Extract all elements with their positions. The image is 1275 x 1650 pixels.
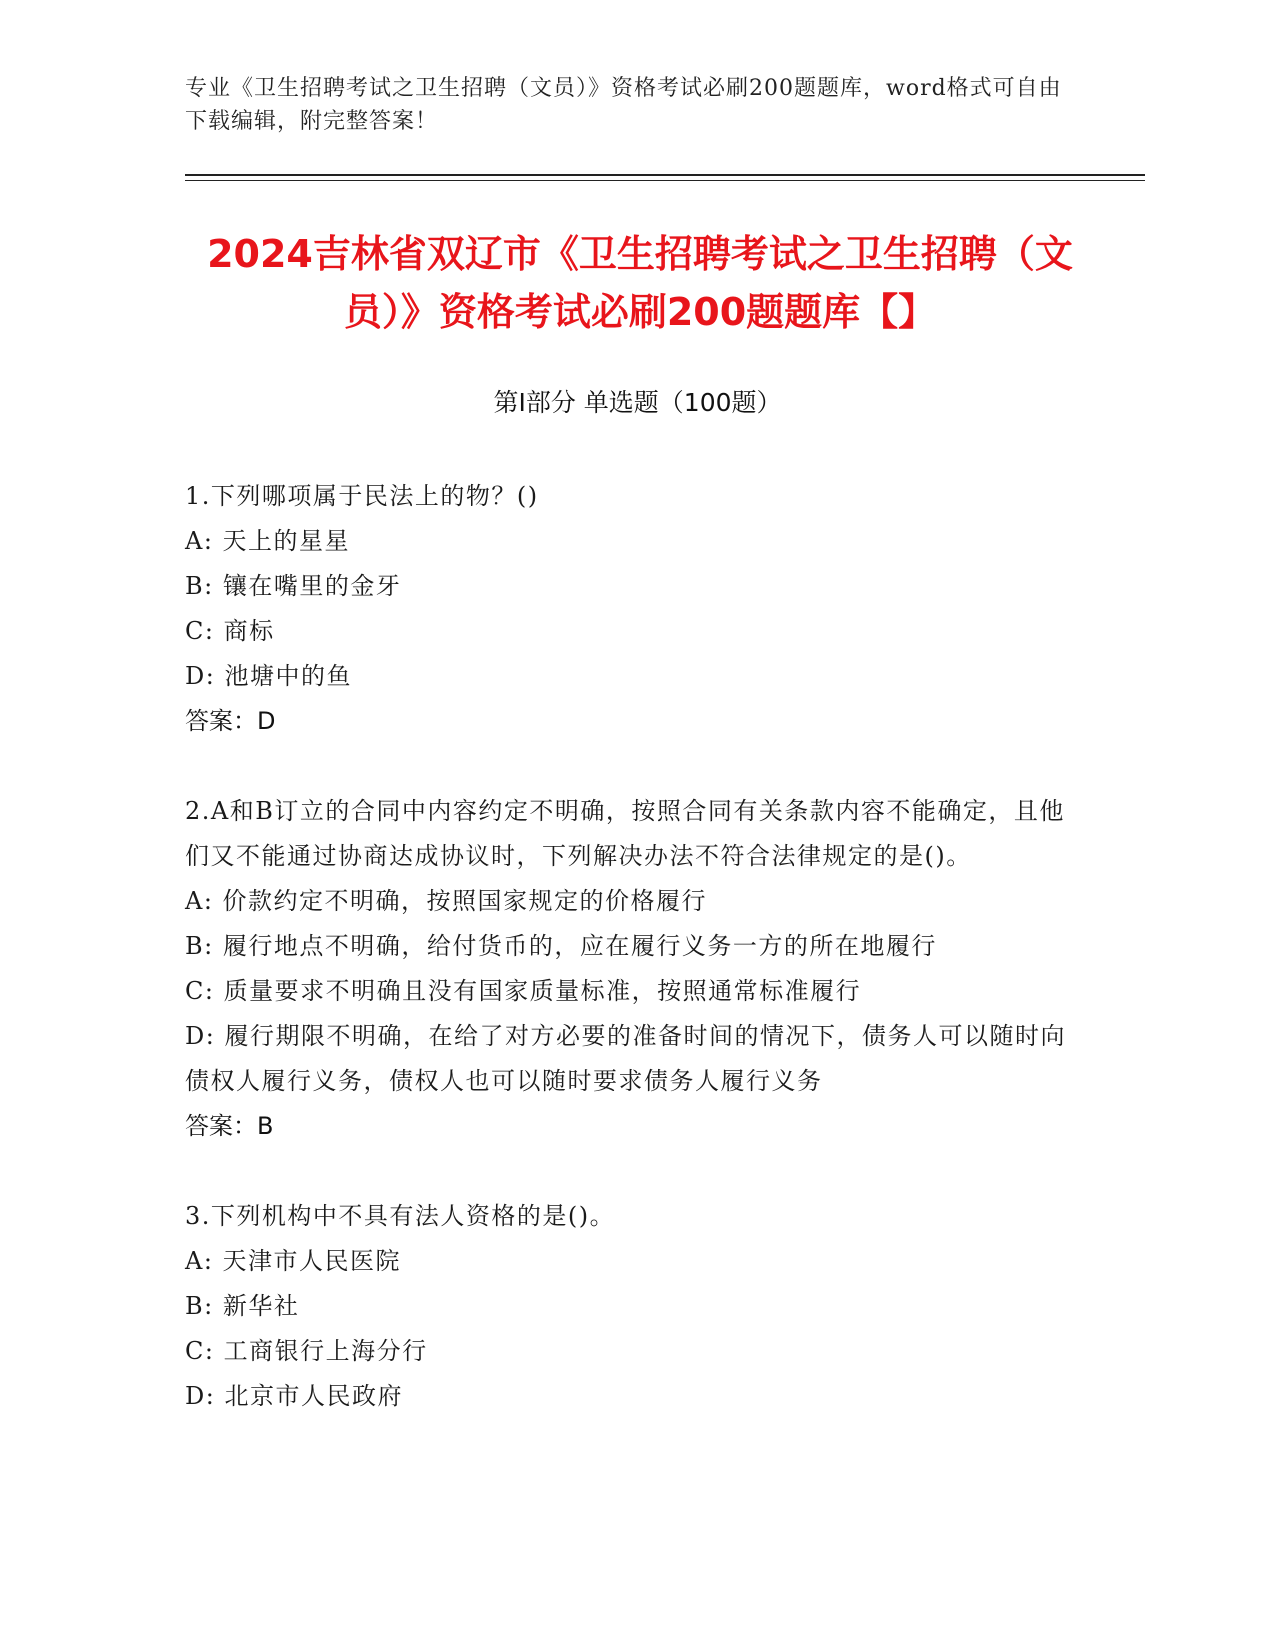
option-b: B: 新华社 bbox=[185, 1292, 300, 1320]
option-c: C: 质量要求不明确且没有国家质量标准，按照通常标准履行 bbox=[185, 977, 862, 1005]
header-rule-thin bbox=[185, 180, 1145, 181]
answer-line: 答案：D bbox=[185, 707, 276, 735]
option-a: A: 天津市人民医院 bbox=[185, 1247, 402, 1275]
document-title: 2024吉林省双辽市《卫生招聘考试之卫生招聘（文员）》资格考试必刷200题题库【】 bbox=[207, 232, 1073, 334]
option-b: B: 履行地点不明确，给付货币的，应在履行义务一方的所在地履行 bbox=[185, 932, 937, 960]
question-list bbox=[185, 474, 1085, 1464]
option-c: C: 商标 bbox=[185, 617, 275, 645]
question-1 bbox=[185, 474, 1085, 744]
section-title: 第Ⅰ部分 单选题（100题） bbox=[493, 388, 782, 417]
question-stem: 1.下列哪项属于民法上的物？() bbox=[185, 482, 539, 510]
option-a: A: 价款约定不明确，按照国家规定的价格履行 bbox=[185, 887, 708, 915]
header-rule-thick bbox=[185, 174, 1145, 176]
question-stem: 3.下列机构中不具有法人资格的是()。 bbox=[185, 1202, 616, 1230]
answer-line: 答案：B bbox=[185, 1112, 274, 1140]
option-d: D: 池塘中的鱼 bbox=[185, 662, 352, 690]
question-stem: 2.A和B订立的合同中内容约定不明确，按照合同有关条款内容不能确定，且他们又不能通过协商达成协议时，下列解决办法不符合法律规定的是()。 bbox=[185, 797, 1065, 870]
option-c: C: 工商银行上海分行 bbox=[185, 1337, 428, 1365]
option-d: D: 履行期限不明确，在给了对方必要的准备时间的情况下，债务人可以随时向债权人履行义务，债权人也可以随时要求债务人履行义务 bbox=[185, 1022, 1066, 1095]
option-b: B: 镶在嘴里的金牙 bbox=[185, 572, 402, 600]
option-d: D: 北京市人民政府 bbox=[185, 1382, 403, 1410]
question-3 bbox=[185, 1194, 1085, 1419]
option-a: A: 天上的星星 bbox=[185, 527, 351, 555]
question-2 bbox=[185, 789, 1085, 1149]
header-note: 专业《卫生招聘考试之卫生招聘（文员）》资格考试必刷200题题库，word格式可自由下载编辑，附完整答案！ bbox=[185, 76, 1062, 134]
